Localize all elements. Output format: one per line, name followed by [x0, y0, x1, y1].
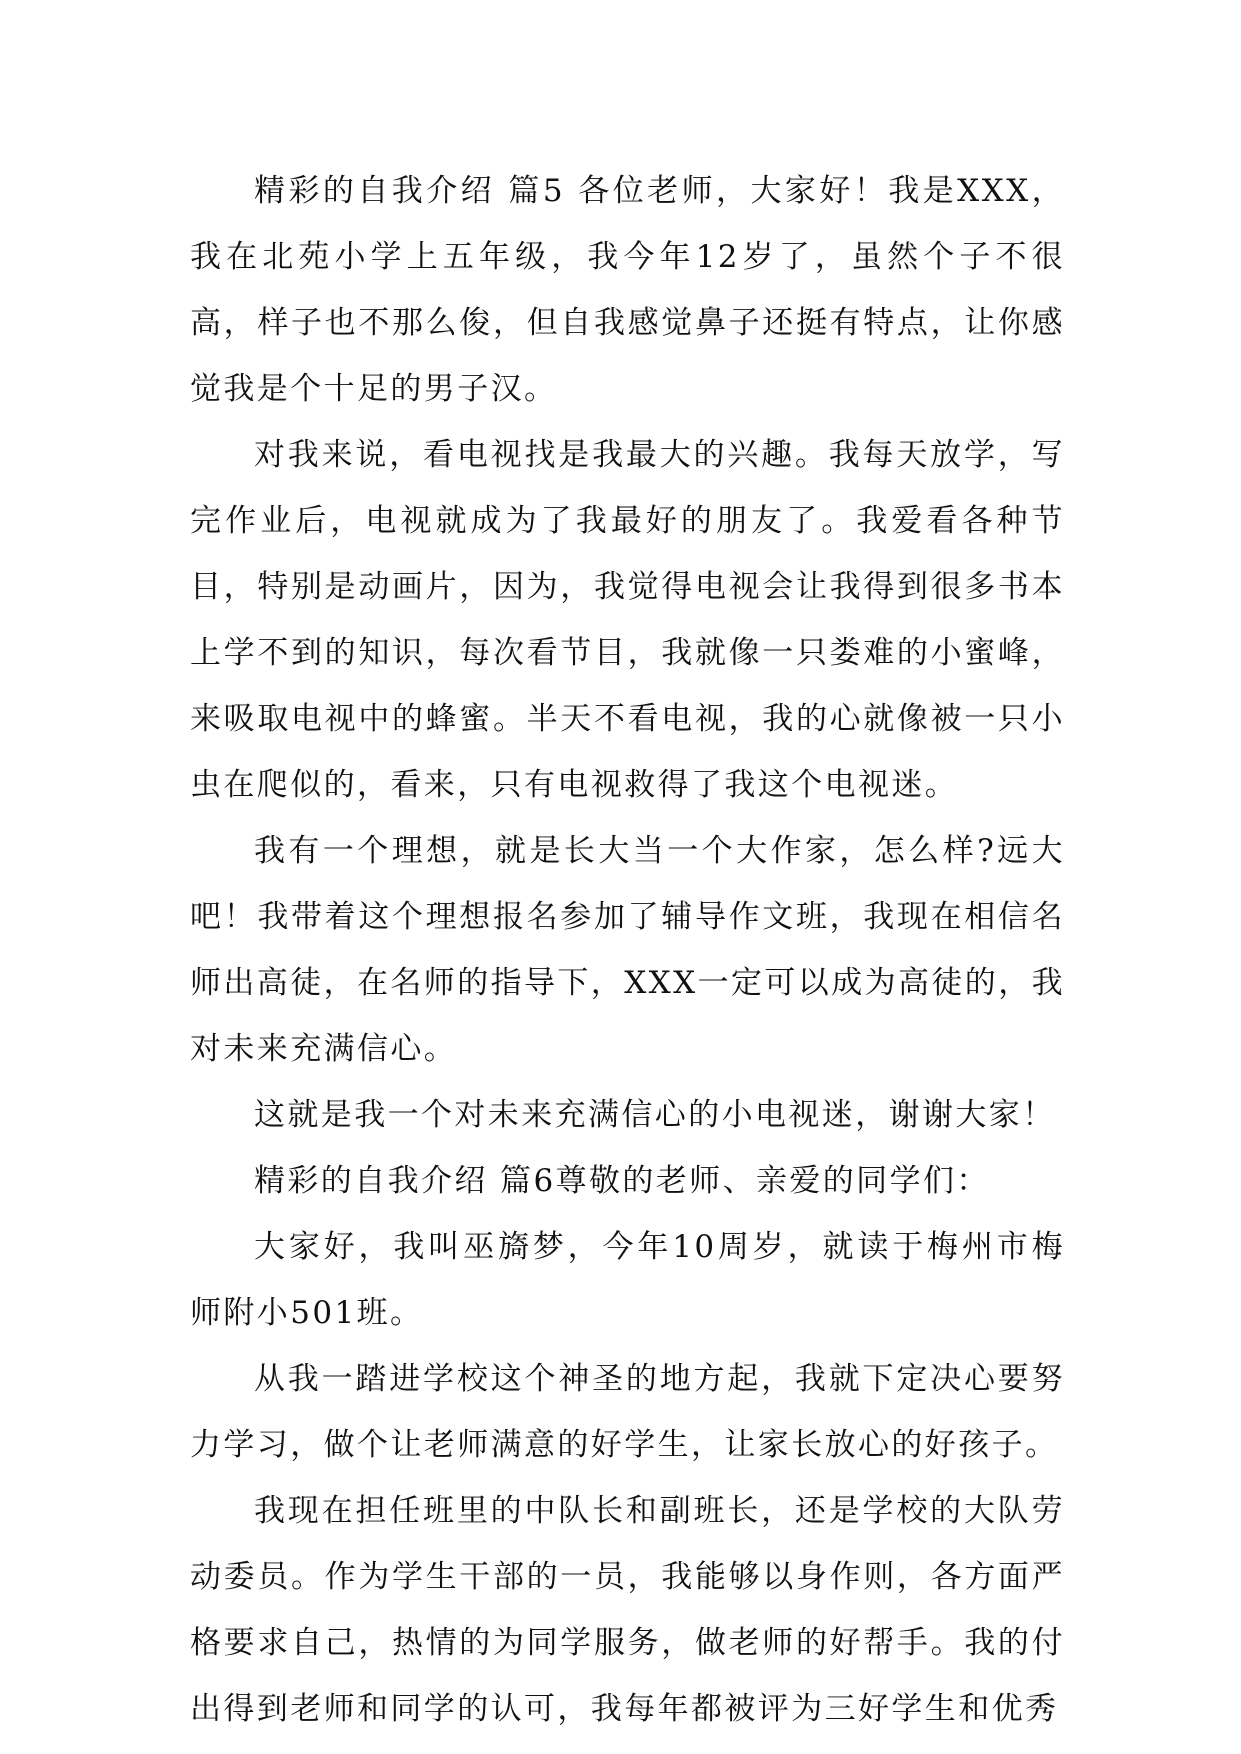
- paragraph-tv-interest: 对我来说，看电视找是我最大的兴趣。我每天放学，写完作业后，电视就成为了我最好的朋友了。我爱看各种节目，特别是动画片，因为，我觉得电视会让我得到很多书本上学不到的知识，每次看节目，我就像一只娄难的小蜜峰，来吸取电视中的蜂蜜。半天不看电视，我的心就像被一只小虫在爬似的，看来，只有电视救得了我这个电视迷。: [190, 437, 1065, 803]
- paragraph-greeting: 大家好，我叫巫旖梦，今年10周岁，就读于梅州市梅师附小501班。: [190, 1229, 1065, 1331]
- document-body: [190, 158, 1065, 1742]
- paragraph-resolve: 从我一踏进学校这个神圣的地方起，我就下定决心要努力学习，做个让老师满意的好学生，让家长放心的好孩子。: [190, 1361, 1065, 1463]
- paragraph-intro-6-heading: 精彩的自我介绍 篇6尊敬的老师、亲爱的同学们：: [254, 1163, 990, 1199]
- paragraph-leadership: 我现在担任班里的中队长和副班长，还是学校的大队劳动委员。作为学生干部的一员，我能够以身作则，各方面严格要求自己，热情的为同学服务，做老师的好帮手。我的付出得到老师和同学的认可，我每年都被评为三好学生和优秀: [190, 1493, 1065, 1727]
- paragraph-thanks: 这就是我一个对未来充满信心的小电视迷，谢谢大家！: [254, 1097, 1056, 1133]
- paragraph-intro-5: 精彩的自我介绍 篇5 各位老师，大家好！我是XXX，我在北苑小学上五年级，我今年12岁了，虽然个子不很高，样子也不那么俊，但自我感觉鼻子还挺有特点，让你感觉我是个十足的男子汉。: [190, 173, 1065, 407]
- paragraph-ideal: 我有一个理想，就是长大当一个大作家，怎么样?远大吧！我带着这个理想报名参加了辅导作文班，我现在相信名师出高徒，在名师的指导下，XXX一定可以成为高徒的，我对未来充满信心。: [190, 833, 1066, 1067]
